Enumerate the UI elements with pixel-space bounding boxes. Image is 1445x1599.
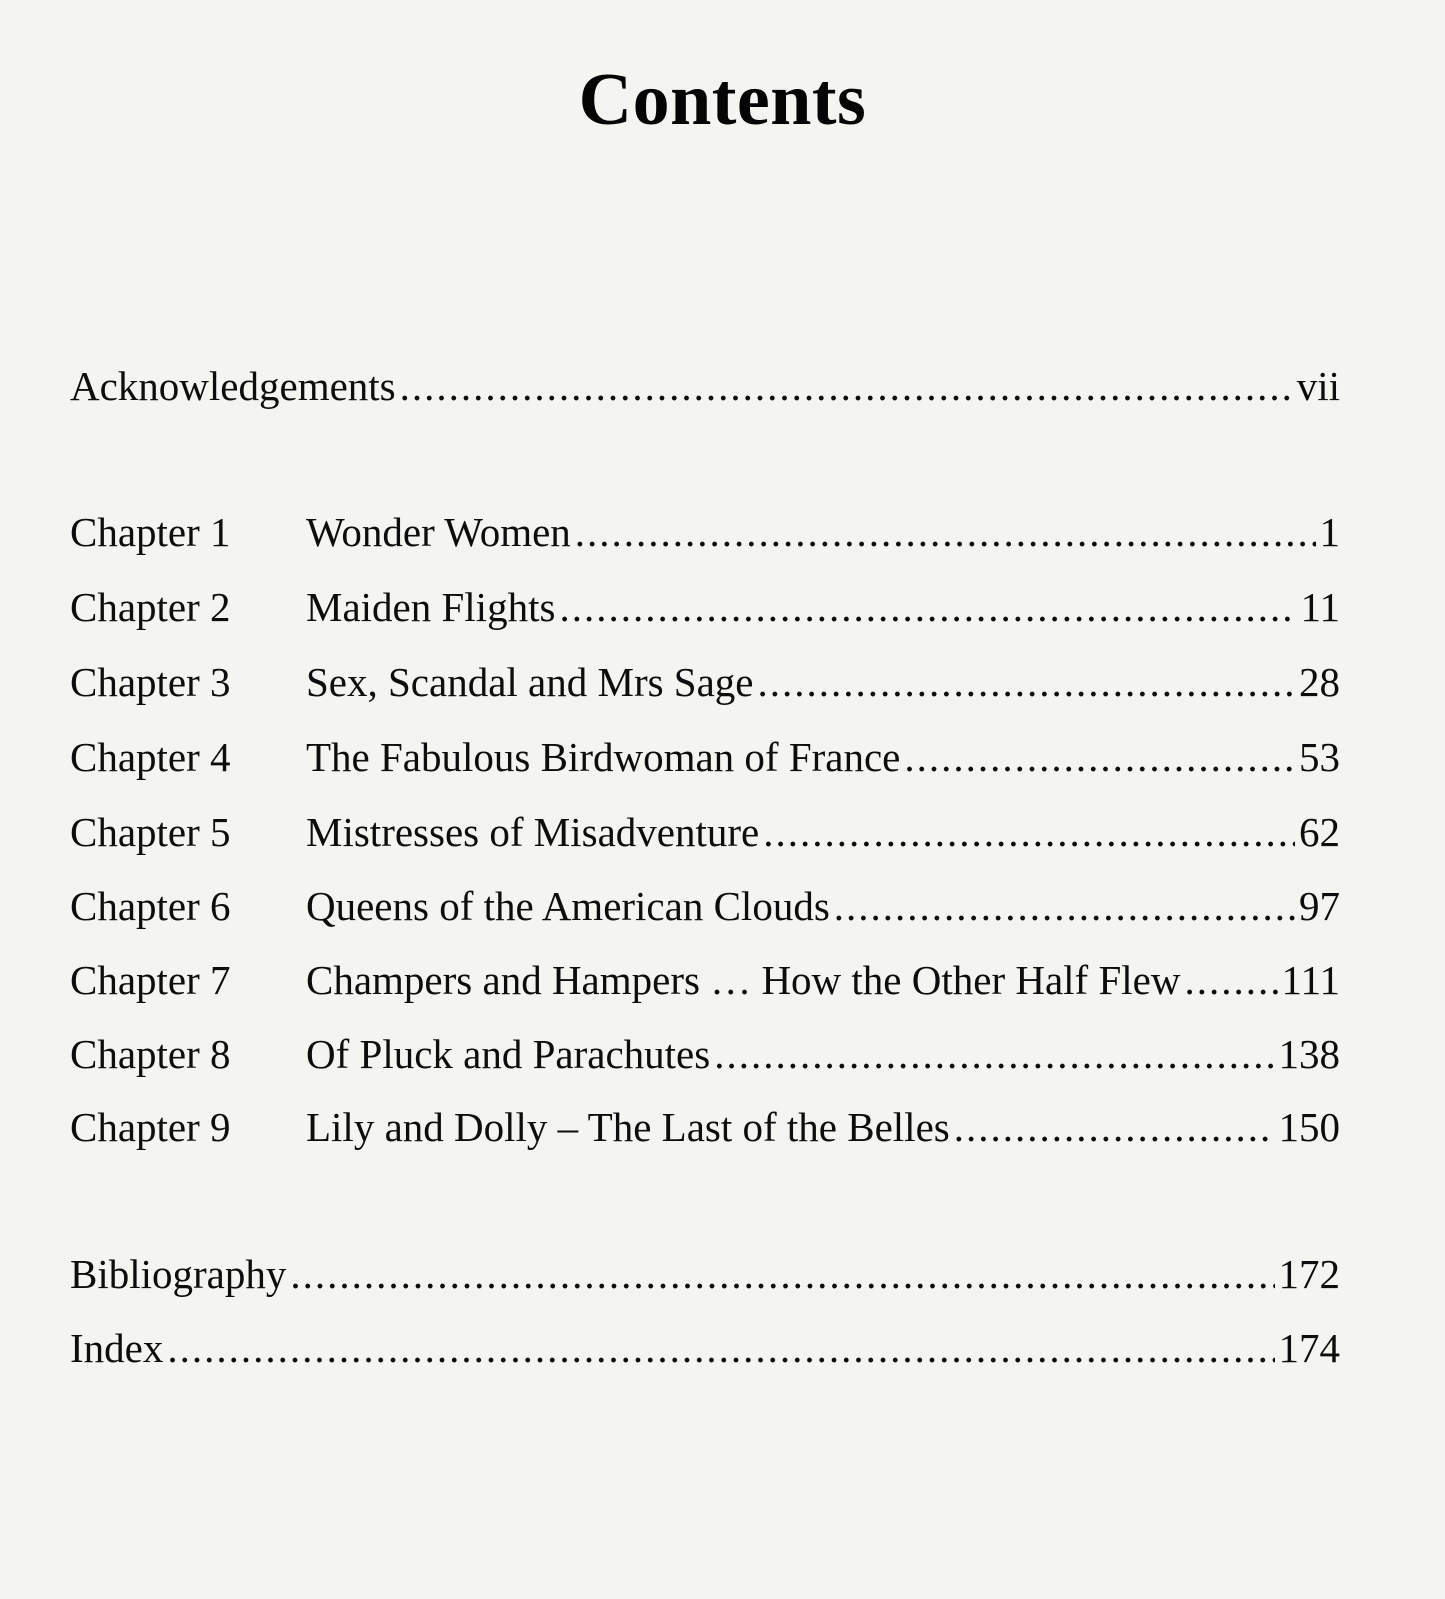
toc-entry-label: Bibliography: [70, 1251, 287, 1297]
chapter-title: Queens of the American Clouds: [306, 883, 830, 929]
page-title: Contents: [578, 59, 867, 141]
toc-entry-chapter-4: [70, 733, 1340, 781]
toc-entry-chapter-3: [70, 658, 1340, 706]
toc-entry-label: Acknowledgements: [70, 363, 396, 409]
toc-entry-chapter-1: [70, 508, 1340, 556]
toc-page-number: 97: [1299, 883, 1340, 929]
chapter-number: Chapter 3: [70, 659, 231, 705]
chapter-number: Chapter 7: [70, 957, 231, 1003]
chapter-title: Champers and Hampers … How the Other Half Flew: [306, 957, 1181, 1003]
toc-page-number: 172: [1278, 1251, 1340, 1297]
chapter-number: Chapter 5: [70, 809, 231, 855]
dot-leader: [758, 658, 1296, 706]
dot-leader: [904, 733, 1295, 781]
chapter-number: Chapter 8: [70, 1031, 231, 1077]
dot-leader: [559, 583, 1296, 631]
chapter-number: Chapter 1: [70, 509, 231, 555]
toc-entry-chapter-2: [70, 583, 1340, 631]
chapter-title: Wonder Women: [306, 509, 571, 555]
dot-leader: [575, 508, 1316, 556]
toc-page-number: 53: [1299, 734, 1340, 780]
toc-entry-chapter-5: [70, 808, 1340, 856]
toc-entry-chapter-9: [70, 1103, 1340, 1151]
toc-entry-chapter-8: [70, 1030, 1340, 1078]
chapter-title: Of Pluck and Parachutes: [306, 1031, 711, 1077]
toc-entry-index: [70, 1324, 1340, 1372]
chapter-number: Chapter 2: [70, 584, 231, 630]
chapter-number: Chapter 4: [70, 734, 231, 780]
dot-leader: [290, 1250, 1274, 1298]
dot-leader: [400, 362, 1293, 410]
toc-entry-label: Index: [70, 1325, 164, 1371]
chapter-title: The Fabulous Birdwoman of France: [306, 734, 901, 780]
dot-leader: [834, 882, 1295, 930]
toc-page-number: 11: [1300, 584, 1340, 630]
dot-leader: [714, 1030, 1274, 1078]
toc-page-number: 174: [1278, 1325, 1340, 1371]
toc-page-number: 1: [1319, 509, 1340, 555]
toc-entry-acknowledgements: [70, 362, 1340, 410]
chapter-title: Maiden Flights: [306, 584, 556, 630]
toc-page-number: 28: [1299, 659, 1340, 705]
dot-leader: [954, 1103, 1275, 1151]
toc-page-number: vii: [1296, 363, 1340, 409]
chapter-title: Sex, Scandal and Mrs Sage: [306, 659, 754, 705]
toc-entry-bibliography: [70, 1250, 1340, 1298]
dot-leader: [1184, 956, 1277, 1004]
dot-leader: [167, 1324, 1274, 1372]
toc-entry-chapter-7: [70, 956, 1340, 1004]
toc-entry-chapter-6: [70, 882, 1340, 930]
toc-page-number: 150: [1278, 1104, 1340, 1150]
chapter-title: Lily and Dolly – The Last of the Belles: [306, 1104, 950, 1150]
chapter-number: Chapter 9: [70, 1104, 231, 1150]
chapter-number: Chapter 6: [70, 883, 231, 929]
toc-page-number: 111: [1281, 957, 1340, 1003]
toc-page-number: 138: [1278, 1031, 1340, 1077]
dot-leader: [763, 808, 1295, 856]
toc-page-number: 62: [1299, 809, 1340, 855]
chapter-title: Mistresses of Misadventure: [306, 809, 760, 855]
